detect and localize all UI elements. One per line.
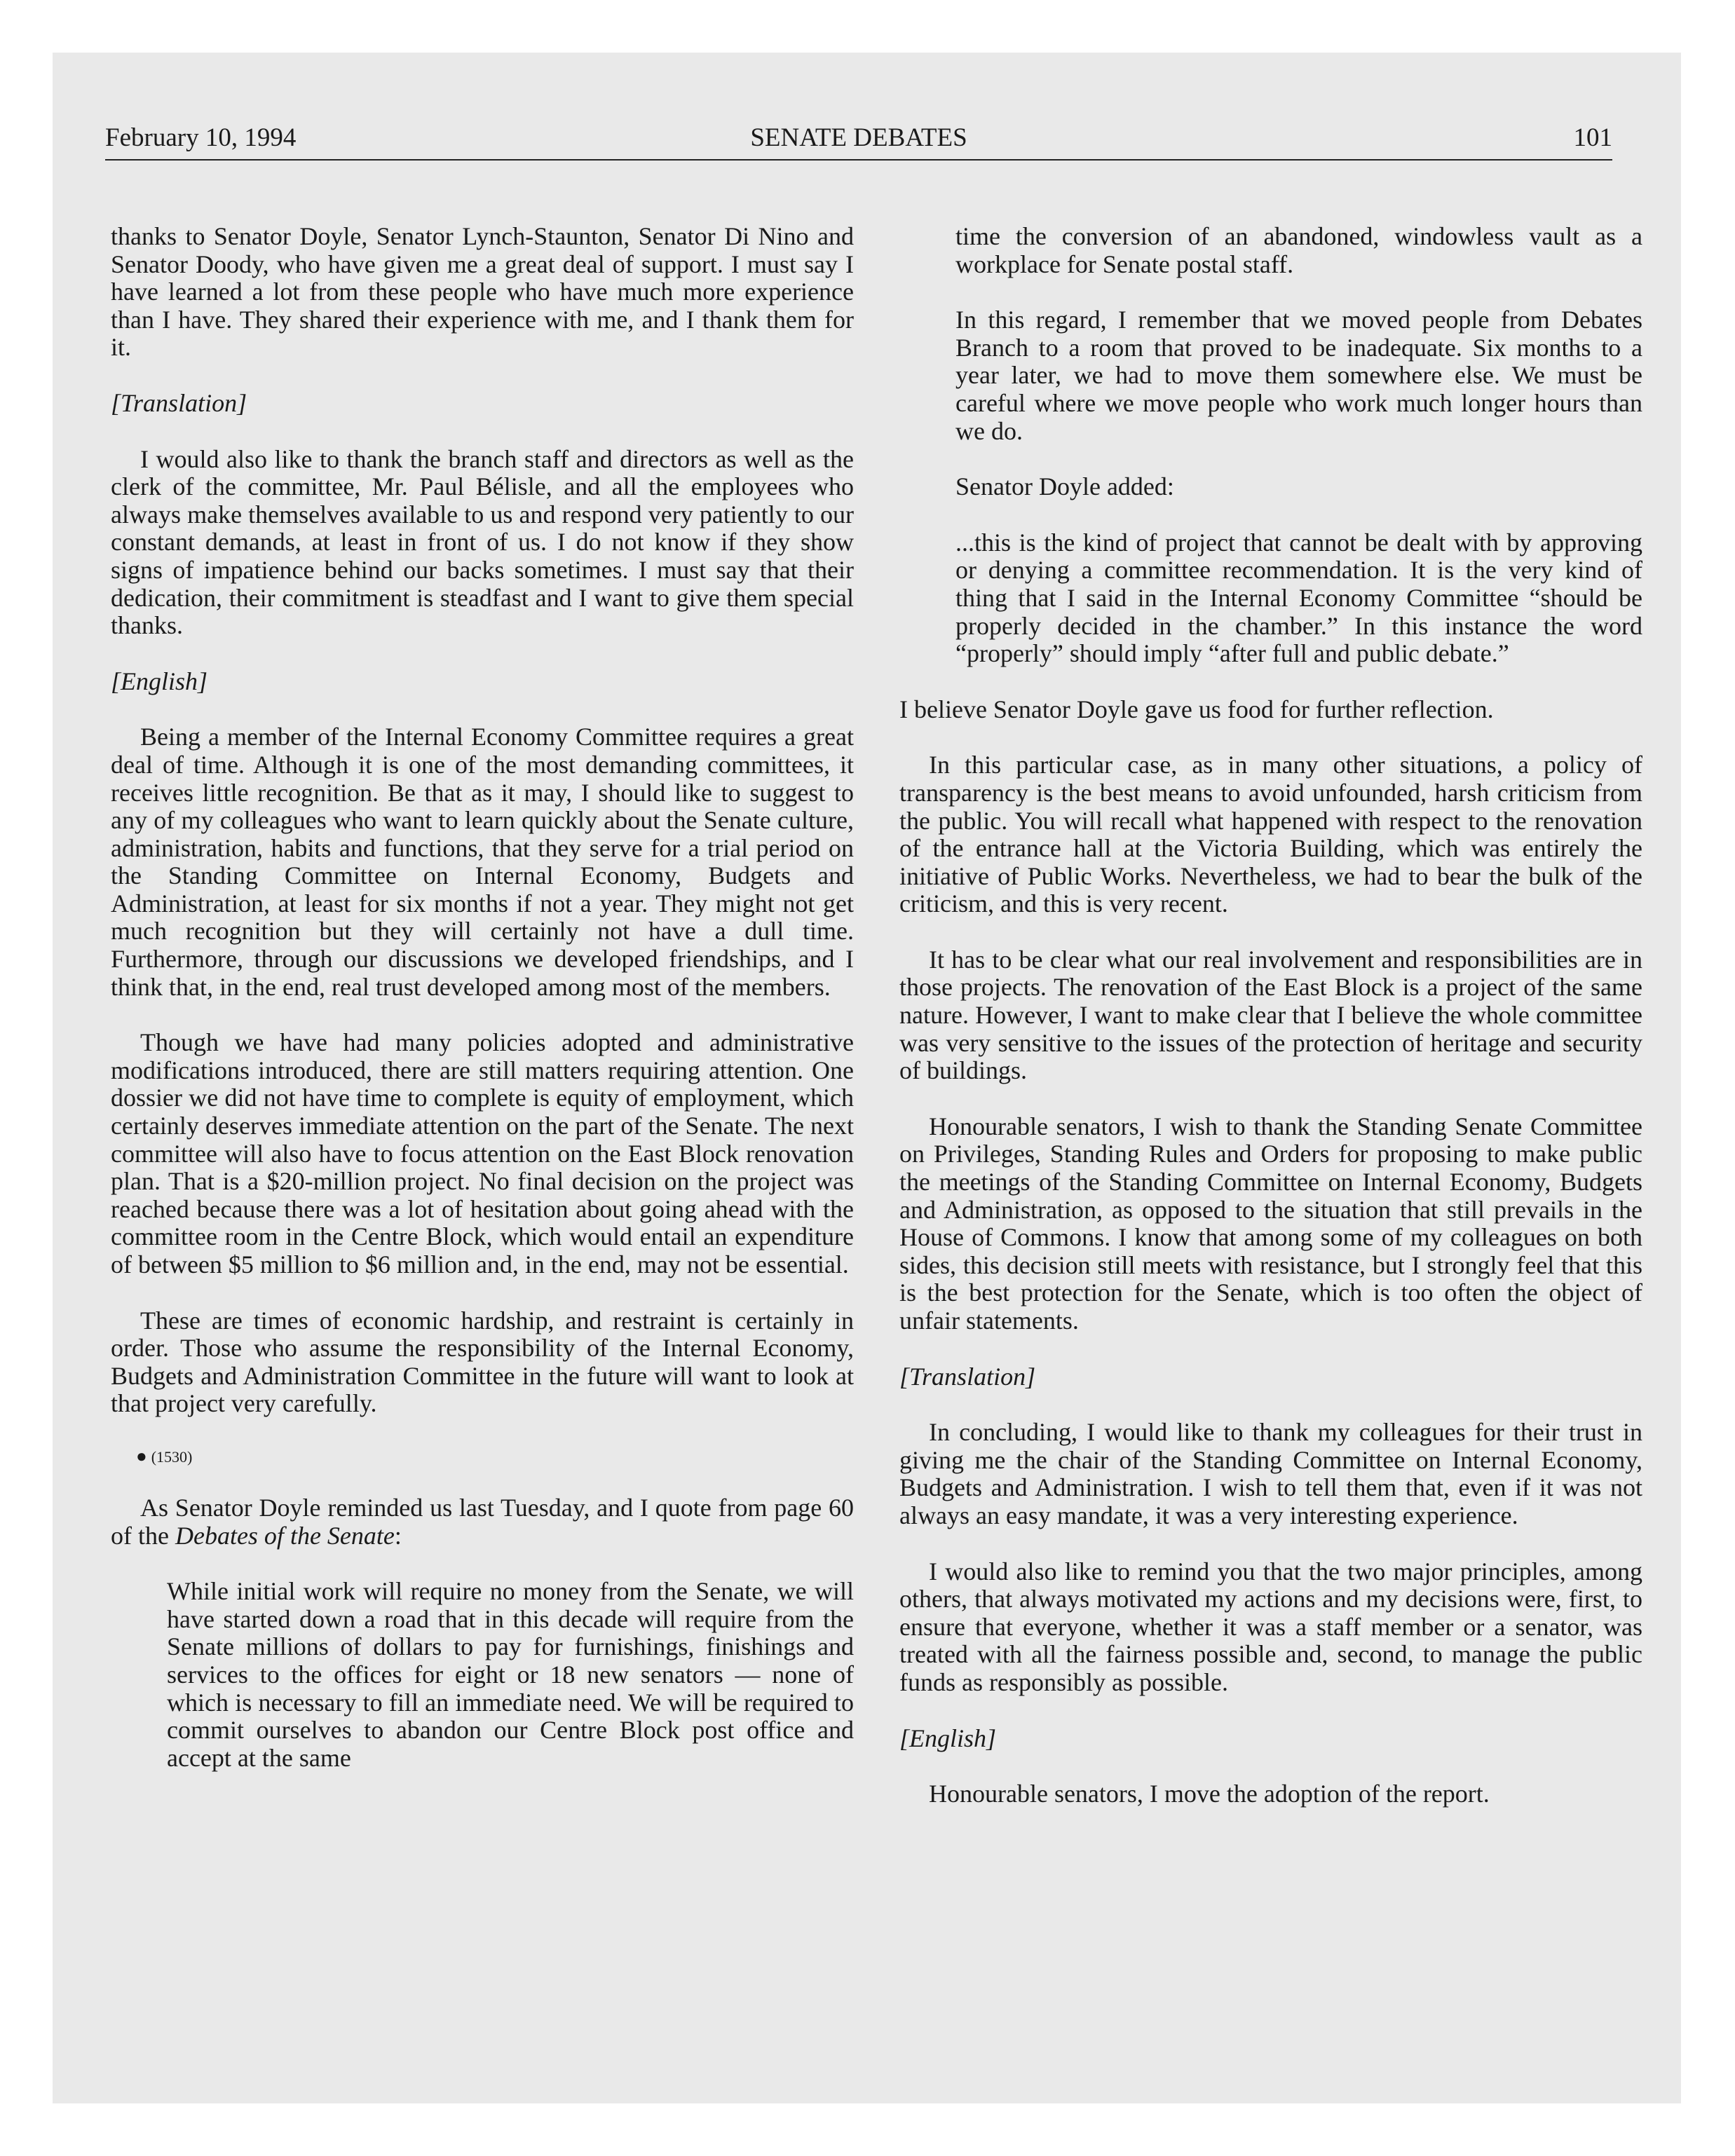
header-date: February 10, 1994 bbox=[105, 123, 297, 152]
paragraph-text: : bbox=[394, 1521, 402, 1550]
right-column bbox=[899, 223, 1642, 1836]
paragraph: Though we have had many policies adopted and administrative modifications introduced, there are still matters requiring attention. One dossier we did not have time to complete is equity of employment, which certainly deserves immediate attention on the part of the Senate. The next committee will also have to focus attention on the East Block renovation plan. That is a $20-million project. No final decision on the project was reached because there was a lot of hesitation about going ahead with the committee room in the Centre Block, which would entail an expenditure of between $5 million to $6 million and, in the end, may not be essential. bbox=[111, 1028, 854, 1278]
paragraph: I would also like to remind you that the two major principles, among others, that always motivated my actions and my decisions were, first, to ensure that everyone, whether it was a staff member or a senator, was treated with all the fairness possible and, second, to manage the public funds as responsibly as possible. bbox=[899, 1557, 1642, 1696]
language-note-english: [English] bbox=[111, 667, 208, 695]
paragraph-text: As Senator Doyle reminded us last Tuesday, and I quote from page 60 of the bbox=[111, 1493, 854, 1550]
paragraph: In this particular case, as in many other situations, a policy of transparency is the best means to avoid unfounded, harsh criticism from the public. You will recall what happened with respect to the renovation of the entrance hall at the Victoria Building, which was entirely the initiative of Public Works. Nevertheless, we had to bear the bulk of the criticism, and this is very recent. bbox=[899, 751, 1642, 918]
block-quote: While initial work will require no money from the Senate, we will have started down a road that in this decade will require from the Senate millions of dollars to pay for furnishings, finishings and services to the offices for eight or 18 new senators — none of which is necessary to fill an immediate need. We will be required to commit ourselves to abandon our Centre Block post office and accept at the same bbox=[167, 1577, 854, 1772]
page-header bbox=[105, 123, 1612, 161]
block-quote: time the conversion of an abandoned, windowless vault as a workplace for Senate postal staff. bbox=[955, 222, 1642, 278]
time-marker bbox=[111, 1446, 854, 1468]
paragraph: Being a member of the Internal Economy Committee requires a great deal of time. Although it is one of the most demanding committees, it receives little recognition. Be that as it may, I should like to suggest to any of my colleagues who want to learn quickly about the Senate culture, administration, habits and functions, that they serve for a trial period on the Standing Committee on Internal Economy, Budgets and Administration, at least for six months if not a year. They might not get much recognition but they will certainly not have a dull time. Furthermore, through our discussions we developed friendships, and I think that, in the end, real trust developed among most of the members. bbox=[111, 723, 854, 1001]
left-column bbox=[111, 223, 854, 1800]
language-note-english: [English] bbox=[899, 1724, 997, 1752]
time-marker-label: (1530) bbox=[151, 1447, 193, 1466]
paragraph: Honourable senators, I wish to thank the Standing Senate Committee on Privileges, Standing Rules and Orders for proposing to make public the meetings of the Standing Committee on Internal Economy, Budgets and Administration, as opposed to the situation that still prevails in the House of Commons. I know that among some of my colleagues on both sides, this decision still meets with resistance, but I strongly feel that this is the best protection for the Senate, which is too often the object of unfair statements. bbox=[899, 1112, 1642, 1335]
paragraph: thanks to Senator Doyle, Senator Lynch-Staunton, Senator Di Nino and Senator Doody, who have given me a great deal of support. I must say I have learned a lot from these people who have much more experience than I have. They shared their experience with me, and I thank them for it. bbox=[111, 222, 854, 362]
paragraph: I would also like to thank the branch staff and directors as well as the clerk of the committee, Mr. Paul Bélisle, and all the employees who always make themselves available to us and respond very patiently to our constant demands, at least in front of us. I do not know if they show signs of impatience behind our backs sometimes. I must say that their dedication, their commitment is steadfast and I want to give them special thanks. bbox=[111, 444, 854, 640]
publication-title: Debates of the Senate bbox=[175, 1521, 395, 1550]
paragraph: These are times of economic hardship, and restraint is certainly in order. Those who assume the responsibility of the Internal Economy, Budgets and Administration Committee in the future will want to look at that project very carefully. bbox=[111, 1306, 854, 1418]
paragraph bbox=[111, 1494, 854, 1550]
paragraph: I believe Senator Doyle gave us food for further reflection. bbox=[899, 695, 1494, 723]
block-quote: ...this is the kind of project that cannot be dealt with by approving or denying a committee recommendation. It is the very kind of thing that I said in the Internal Economy Committee “should be properly decided in the chamber.” In this instance the word “properly” should imply “after full and public debate.” bbox=[955, 528, 1642, 668]
bullet-icon: ● bbox=[136, 1445, 147, 1466]
paragraph: It has to be clear what our real involvement and responsibilities are in those projects. The renovation of the East Block is a project of the same nature. However, I want to make clear that I believe the whole committee was very sensitive to the issues of the protection of heritage and security of buildings. bbox=[899, 945, 1642, 1085]
header-title: SENATE DEBATES bbox=[750, 123, 967, 152]
language-note-translation: [Translation] bbox=[899, 1362, 1036, 1391]
paragraph: In concluding, I would like to thank my colleagues for their trust in giving me the chair of the Standing Committee on Internal Economy, Budgets and Administration. I wish to tell them that, even if it was not always an easy mandate, it was a very interesting experience. bbox=[899, 1418, 1642, 1529]
block-quote: In this regard, I remember that we moved people from Debates Branch to a room that proved to be inadequate. Six months to a year later, we had to move them somewhere else. We must be careful where we move people who work much longer hours than we do. bbox=[955, 306, 1642, 445]
paragraph: Honourable senators, I move the adoption of the report. bbox=[929, 1780, 1490, 1808]
header-page-number: 101 bbox=[1573, 123, 1612, 152]
block-quote-intro: Senator Doyle added: bbox=[955, 472, 1174, 501]
language-note-translation: [Translation] bbox=[111, 388, 247, 417]
